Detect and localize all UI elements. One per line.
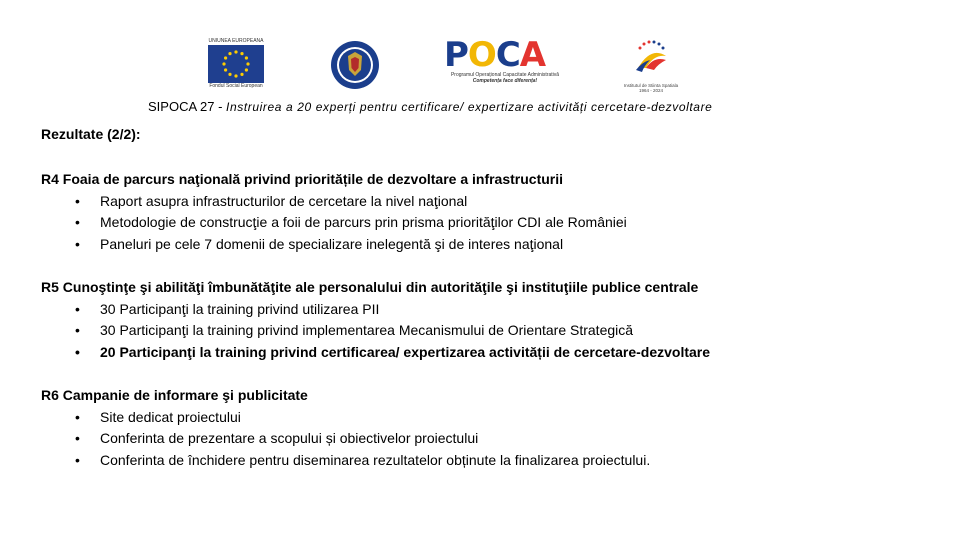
- bullet-icon: •: [75, 300, 80, 317]
- list-item: [41, 428, 650, 450]
- list-item: [41, 234, 627, 256]
- eu-flag-icon: [208, 45, 264, 83]
- poca-subtitle: Programul Operațional Capacitate Administrativă: [450, 72, 560, 78]
- list-item-text: 30 Participanţi la training privind utilizarea PII: [100, 300, 380, 317]
- list-item-text: 20 Participanţi la training privind certificarea/ expertizarea activității de cercetare-dezvoltare: [100, 343, 711, 360]
- list-item-text: Conferinta de închidere pentru diseminarea rezultatelor obținute la finalizarea proiectului.: [100, 451, 651, 468]
- bullet-icon: •: [75, 451, 80, 468]
- bullet-list: [41, 191, 627, 256]
- bullet-icon: •: [75, 408, 80, 425]
- bullet-list: [41, 299, 710, 364]
- section-heading: R4 Foaia de parcurs naţională privind prioritățile de dezvoltare a infrastructurii: [41, 171, 564, 187]
- poca-wordmark: POCA: [444, 35, 546, 75]
- project-description: Instruirea a 20 experți pentru certificare/ expertizare activități cercetare-dezvoltare: [226, 100, 713, 114]
- eu-logo-bottom-text: Fondul Social European: [209, 83, 263, 89]
- poca-slogan: Competența face diferența!: [472, 78, 538, 84]
- institute-logo: [618, 38, 684, 96]
- eu-flag-logo: [205, 38, 267, 89]
- list-item: [41, 320, 710, 342]
- institute-years: 1964 - 2024: [638, 88, 664, 93]
- result-section-r4: [41, 169, 627, 255]
- bullet-list: [41, 407, 650, 472]
- bullet-icon: •: [75, 343, 80, 360]
- result-section-r5: [41, 277, 710, 363]
- romanian-government-seal: [330, 40, 380, 90]
- bullet-icon: •: [75, 235, 80, 252]
- list-item: [41, 299, 710, 321]
- bullet-icon: •: [75, 214, 80, 230]
- bullet-icon: •: [75, 192, 80, 209]
- list-item-text: Site dedicat proiectului: [100, 408, 241, 425]
- section-heading: R5 Cunoştinţe şi abilităţi îmbunătăţite ale personalului din autorităţile şi instituţiile publice centrale: [41, 279, 699, 295]
- project-header: [148, 99, 712, 114]
- project-code: SIPOCA 27: [148, 99, 215, 114]
- poca-logo: [444, 35, 566, 94]
- list-item-text: 30 Participanţi la training privind implementarea Mecanismului de Orientare Strategică: [100, 322, 634, 338]
- list-item: [41, 342, 710, 364]
- list-item: [41, 191, 627, 213]
- bullet-icon: •: [75, 322, 80, 338]
- list-item-text: Conferinta de prezentare a scopului și obiectivelor proiectului: [100, 430, 479, 446]
- section-heading: R6 Campanie de informare şi publicitate: [41, 387, 308, 403]
- list-item-text: Raport asupra infrastructurilor de cercetare la nivel naţional: [100, 192, 468, 209]
- institute-name: Institutul de Stiinta Spatiala: [623, 83, 679, 88]
- list-item: [41, 450, 650, 472]
- list-item: [41, 212, 627, 234]
- bullet-icon: •: [75, 430, 80, 446]
- results-title: Rezultate (2/2):: [41, 126, 141, 142]
- eu-logo-top-text: UNIUNEA EUROPEANĂ: [208, 38, 264, 44]
- result-section-r6: [41, 385, 650, 471]
- list-item-text: Paneluri pe cele 7 domenii de specializare inelegentă şi de interes naţional: [100, 235, 564, 252]
- list-item: [41, 407, 650, 429]
- list-item-text: Metodologie de construcţie a foii de parcurs prin prisma priorităţilor CDI ale României: [100, 214, 627, 230]
- logo-bar: [0, 36, 960, 96]
- header-separator: -: [214, 99, 227, 114]
